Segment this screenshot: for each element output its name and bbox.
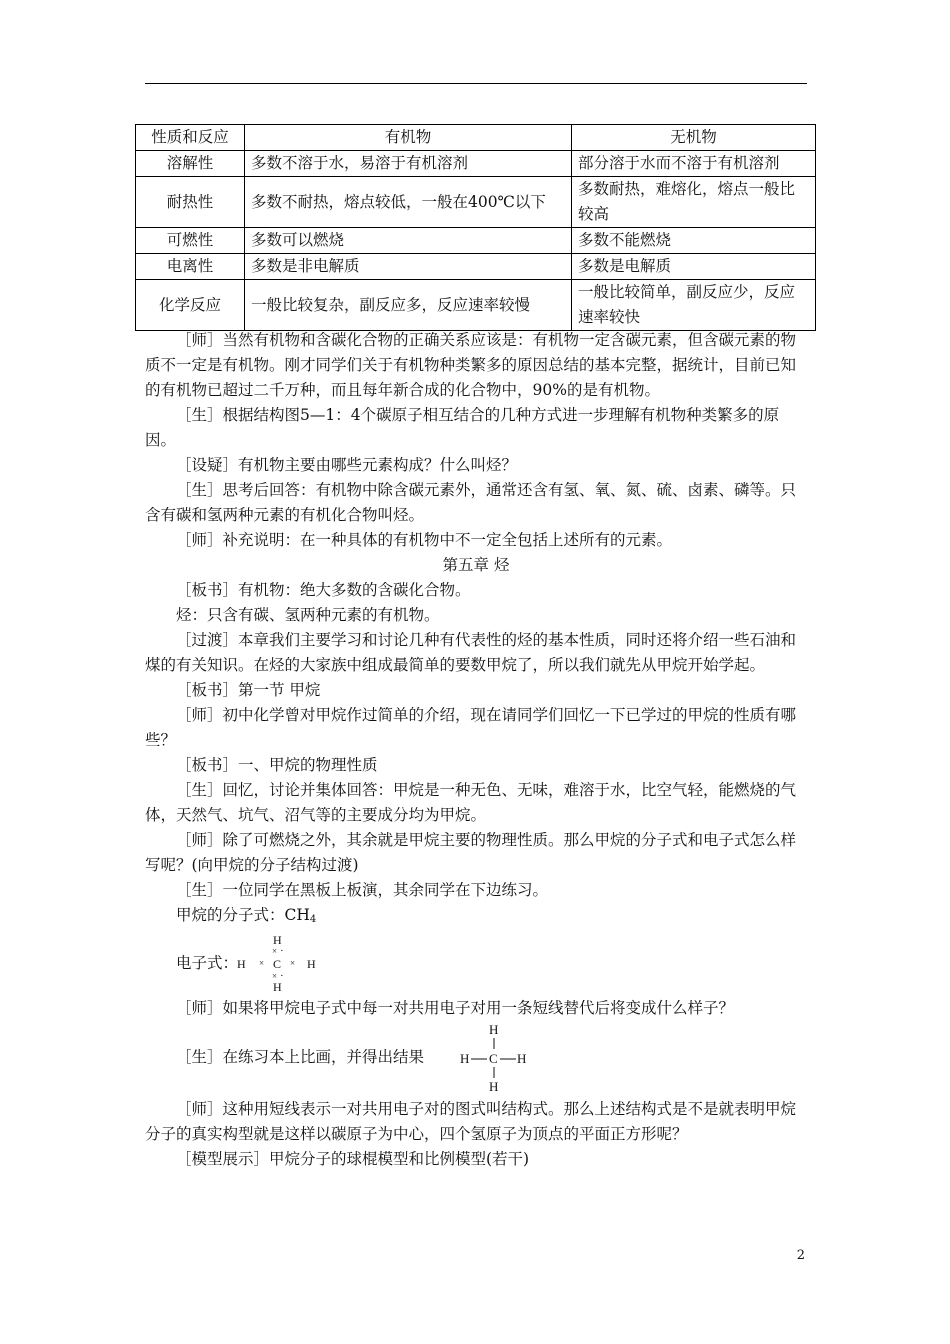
table-row bbox=[136, 254, 816, 280]
table-cell: 多数耐热，难熔化，熔点一般比较高 bbox=[572, 177, 816, 228]
molecular-formula-label: 甲烷的分子式：CH bbox=[176, 906, 310, 924]
table-row bbox=[136, 280, 816, 331]
structural-formula-diagram bbox=[460, 1021, 540, 1097]
hydrogen-atom: H bbox=[460, 1051, 470, 1066]
document-body bbox=[145, 328, 807, 1172]
shared-electron-dot: · bbox=[280, 970, 284, 982]
table-cell: 化学反应 bbox=[136, 280, 245, 331]
paragraph: ［师］补充说明：在一种具体的有机物中不一定全包括上述所有的元素。 bbox=[176, 531, 673, 549]
paragraph: ［师］初中化学曾对甲烷作过简单的介绍，现在请同学们回忆一下已学过的甲烷的性质有哪些？ bbox=[145, 706, 797, 749]
paragraph: ［师］当然有机物和含碳化合物的正确关系应该是：有机物一定含碳元素，但含碳元素的物质不一定是有机物。刚才同学们关于有机物种类繁多的原因总结的基本完整，据统计，目前已知的有机物已超过二千万种，而且每年新合成的化合物中，90%的是有机物。 bbox=[145, 331, 797, 399]
paragraph: ［生］回忆，讨论并集体回答：甲烷是一种无色、无味，难溶于水，比空气轻，能燃烧的气体，天然气、坑气、沼气等的主要成分均为甲烷。 bbox=[145, 781, 797, 824]
table-cell: 电离性 bbox=[136, 254, 245, 280]
carbon-atom: C bbox=[489, 1051, 498, 1066]
header-rule bbox=[145, 83, 807, 84]
shared-electron-dot: · bbox=[280, 945, 284, 957]
paragraph: ［过渡］本章我们主要学习和讨论几种有代表性的烃的基本性质，同时还将介绍一些石油和煤的有关知识。在烃的大家族中组成最简单的要数甲烷了，所以我们就先从甲烷开始学起。 bbox=[145, 631, 797, 674]
table-cell: 多数不溶于水，易溶于有机溶剂 bbox=[245, 151, 572, 177]
table-cell: 多数是电解质 bbox=[572, 254, 816, 280]
structural-formula-label: ［生］在练习本上比画，并得出结果 bbox=[176, 1048, 425, 1066]
table-row bbox=[136, 151, 816, 177]
chapter-title: 第五章 烃 bbox=[442, 556, 510, 574]
electron-formula-line bbox=[145, 932, 807, 996]
table-cell: 耐热性 bbox=[136, 177, 245, 228]
paragraph: ［模型展示］甲烷分子的球棍模型和比例模型(若干) bbox=[176, 1150, 530, 1168]
paragraph: ［板书］有机物：绝大多数的含碳化合物。 bbox=[176, 581, 471, 599]
page-number: 2 bbox=[796, 1248, 805, 1263]
paragraph: ［生］思考后回答：有机物中除含碳元素外，通常还含有氢、氧、氮、硫、卤素、磷等。只含有碳和氢两种元素的有机化合物叫烃。 bbox=[145, 481, 797, 524]
table-cell: 多数可以燃烧 bbox=[245, 228, 572, 254]
table-cell: 多数不能燃烧 bbox=[572, 228, 816, 254]
hydrogen-atom: H bbox=[273, 980, 282, 994]
shared-electron-cross: × bbox=[272, 971, 278, 981]
electron-dot-diagram bbox=[237, 932, 327, 996]
shared-electron-cross: × bbox=[272, 946, 278, 956]
paragraph: 烃：只含有碳、氢两种元素的有机物。 bbox=[176, 606, 440, 624]
table-cell: 部分溶于水而不溶于有机溶剂 bbox=[572, 151, 816, 177]
carbon-atom: C bbox=[273, 957, 282, 971]
table-header-row bbox=[136, 125, 816, 151]
table-header-cell: 无机物 bbox=[572, 125, 816, 151]
table-cell: 一般比较复杂，副反应多，反应速率较慢 bbox=[245, 280, 572, 331]
paragraph: ［设疑］有机物主要由哪些元素构成？什么叫烃？ bbox=[176, 456, 518, 474]
properties-table bbox=[135, 124, 816, 331]
shared-electron-cross: × bbox=[259, 958, 265, 968]
table-row bbox=[136, 228, 816, 254]
shared-electron-cross: × bbox=[290, 958, 296, 968]
hydrogen-atom: H bbox=[489, 1079, 499, 1094]
hydrogen-atom: H bbox=[517, 1051, 527, 1066]
table-header-cell: 性质和反应 bbox=[136, 125, 245, 151]
paragraph: ［师］如果将甲烷电子式中每一对共用电子对用一条短线替代后将变成什么样子？ bbox=[176, 999, 735, 1017]
hydrogen-atom: H bbox=[307, 957, 316, 971]
section-title: ［板书］第一节 甲烷 bbox=[176, 681, 321, 699]
paragraph: ［生］根据结构图5—1：4个碳原子相互结合的几种方式进一步理解有机物种类繁多的原因。 bbox=[145, 406, 780, 449]
hydrogen-atom: H bbox=[237, 957, 246, 971]
hydrogen-atom: H bbox=[273, 933, 282, 947]
table-row bbox=[136, 177, 816, 228]
electron-formula-label: 电子式： bbox=[176, 954, 239, 972]
paragraph: ［师］这种用短线表示一对共用电子对的图式叫结构式。那么上述结构式是不是就表明甲烷分子的真实构型就是这样以碳原子为中心，四个氢原子为顶点的平面正方形呢？ bbox=[145, 1100, 797, 1143]
molecular-formula-subscript: 4 bbox=[309, 914, 317, 925]
paragraph: ［师］除了可燃烧之外，其余就是甲烷主要的物理性质。那么甲烷的分子式和电子式怎么样写呢？(向甲烷的分子结构过渡) bbox=[145, 831, 797, 874]
table-cell: 可燃性 bbox=[136, 228, 245, 254]
paragraph: ［生］一位同学在黑板上板演，其余同学在下边练习。 bbox=[176, 881, 549, 899]
subsection-title: ［板书］一、甲烷的物理性质 bbox=[176, 756, 378, 774]
table-header-cell: 有机物 bbox=[245, 125, 572, 151]
molecular-formula-line bbox=[145, 903, 807, 932]
structural-formula-line bbox=[145, 1021, 807, 1097]
hydrogen-atom: H bbox=[489, 1022, 499, 1037]
table-cell: 多数不耐热，熔点较低，一般在400℃以下 bbox=[245, 177, 572, 228]
table-cell: 溶解性 bbox=[136, 151, 245, 177]
table-cell: 多数是非电解质 bbox=[245, 254, 572, 280]
table-cell: 一般比较简单，副反应少，反应速率较快 bbox=[572, 280, 816, 331]
